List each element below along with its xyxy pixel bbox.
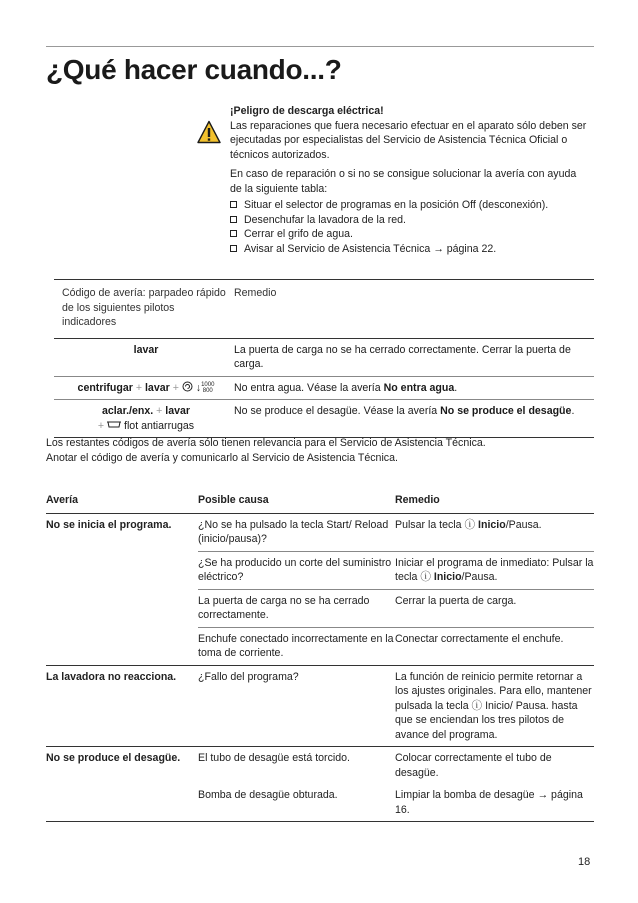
list-item: Situar el selector de programas en la posición Off (desconexión). bbox=[230, 198, 590, 213]
remedy-text: La función de reinicio permite retornar a los ajustes originales. Para ello, mantener pulsada la tecla ⓘ Inicio/ Pausa. hasta que se enciendan los tres pilotos de avance del programa. bbox=[395, 670, 592, 741]
table-header bbox=[46, 491, 594, 513]
header-remedy: Remedio bbox=[395, 494, 440, 506]
spin-speed-icon bbox=[182, 381, 193, 392]
table-row bbox=[46, 784, 594, 821]
checkbox-bullet-icon bbox=[230, 230, 237, 237]
remedy-text: Conectar correctamente el enchufe. bbox=[395, 632, 564, 645]
warning-triangle-icon bbox=[197, 120, 221, 144]
divider bbox=[46, 821, 594, 822]
remedy-text: Iniciar el programa de inmediato: Pulsar la tecla ⓘ Inicio/Pausa. bbox=[395, 556, 594, 583]
fault-label: No se inicia el programa. bbox=[46, 518, 172, 531]
table-header bbox=[54, 280, 594, 338]
table-row bbox=[54, 400, 594, 437]
warning-steps bbox=[230, 198, 590, 256]
fault-label: No se produce el desagüe. bbox=[46, 752, 181, 764]
remedy-text: Limpiar la bomba de desagüe → página 16. bbox=[395, 789, 583, 816]
table-row bbox=[46, 514, 594, 551]
list-item: Desenchufar la lavadora de la red. bbox=[230, 213, 590, 228]
code-lavar: lavar bbox=[133, 343, 159, 356]
warning-text: Las reparaciones que fuera necesario efectuar en el aparato sólo deben ser ejecutadas por especialistas del Servicio de Asistencia Técnica Oficial o técnicos autorizados. bbox=[230, 119, 587, 161]
tub-icon bbox=[107, 421, 121, 429]
checkbox-bullet-icon bbox=[230, 216, 237, 223]
cause-text: Bomba de desagüe obturada. bbox=[198, 789, 338, 801]
remedy-text: No se produce el desagüe. Véase la avería No se produce el desagüe. bbox=[234, 405, 575, 417]
table-row bbox=[46, 590, 594, 627]
page-title: ¿Qué hacer cuando...? bbox=[46, 54, 342, 85]
cause-text: ¿No se ha pulsado la tecla Start/ Reload (inicio/pausa)? bbox=[198, 518, 389, 545]
checkbox-bullet-icon bbox=[230, 245, 237, 252]
header-fault: Avería bbox=[46, 494, 78, 506]
header-remedy: Remedio bbox=[234, 287, 277, 299]
warning-block bbox=[230, 104, 590, 256]
warning-text-2: En caso de reparación o si no se consigue solucionar la avería con ayuda de la siguiente tabla: bbox=[230, 168, 577, 195]
list-item: Cerrar el grifo de agua. bbox=[230, 227, 590, 242]
troubleshooting-table bbox=[46, 491, 594, 822]
header-code: Código de avería: parpadeo rápido de los siguientes pilotos indicadores bbox=[62, 287, 226, 328]
cause-text: El tubo de desagüe está torcido. bbox=[198, 752, 350, 764]
table-row bbox=[54, 339, 594, 376]
code-centrifugar-lavar: centrifugar + lavar + ↓1000 800 bbox=[77, 381, 215, 394]
list-item: Avisar al Servicio de Asistencia Técnica → página 22. bbox=[230, 242, 590, 257]
table-row bbox=[54, 377, 594, 400]
warning-title: ¡Peligro de descarga eléctrica! bbox=[230, 105, 384, 117]
remedy-text: Colocar correctamente el tubo de desagüe. bbox=[395, 752, 552, 779]
top-rule bbox=[46, 46, 594, 47]
page-number: 18 bbox=[578, 856, 591, 868]
remedy-text: Pulsar la tecla ⓘ Inicio/Pausa. bbox=[395, 518, 542, 531]
cause-text: La puerta de carga no se ha cerrado correctamente. bbox=[198, 594, 370, 621]
cause-text: ¿Se ha producido un corte del suministro eléctrico? bbox=[198, 556, 392, 583]
header-cause: Posible causa bbox=[198, 494, 269, 506]
table-row bbox=[46, 552, 594, 589]
arrow-down-icon: ↓ bbox=[195, 381, 202, 394]
service-note: Los restantes códigos de avería sólo tienen relevancia para el Servicio de Asistencia Técnica. Anotar el código de avería y comunicarlo al Servicio de Asistencia Técnica. bbox=[46, 437, 486, 464]
table-row bbox=[46, 666, 594, 747]
cause-text: ¿Fallo del programa? bbox=[198, 670, 299, 683]
fault-label: La lavadora no reacciona. bbox=[46, 670, 177, 683]
remedy-text: La puerta de carga no se ha cerrado correctamente. Cerrar la puerta de carga. bbox=[234, 343, 571, 370]
table-row bbox=[46, 628, 594, 665]
checkbox-bullet-icon bbox=[230, 201, 237, 208]
fault-code-table bbox=[54, 279, 594, 438]
table-row bbox=[46, 747, 594, 784]
code-aclarado-lavar: aclar./enx. + lavar + flot antiarrugas bbox=[97, 405, 195, 432]
remedy-text: No entra agua. Véase la avería No entra agua. bbox=[234, 381, 458, 394]
remedy-text: Cerrar la puerta de carga. bbox=[395, 594, 517, 607]
cause-text: Enchufe conectado incorrectamente en la toma de corriente. bbox=[198, 632, 394, 659]
rpm-values: 1000 800 bbox=[201, 381, 215, 394]
